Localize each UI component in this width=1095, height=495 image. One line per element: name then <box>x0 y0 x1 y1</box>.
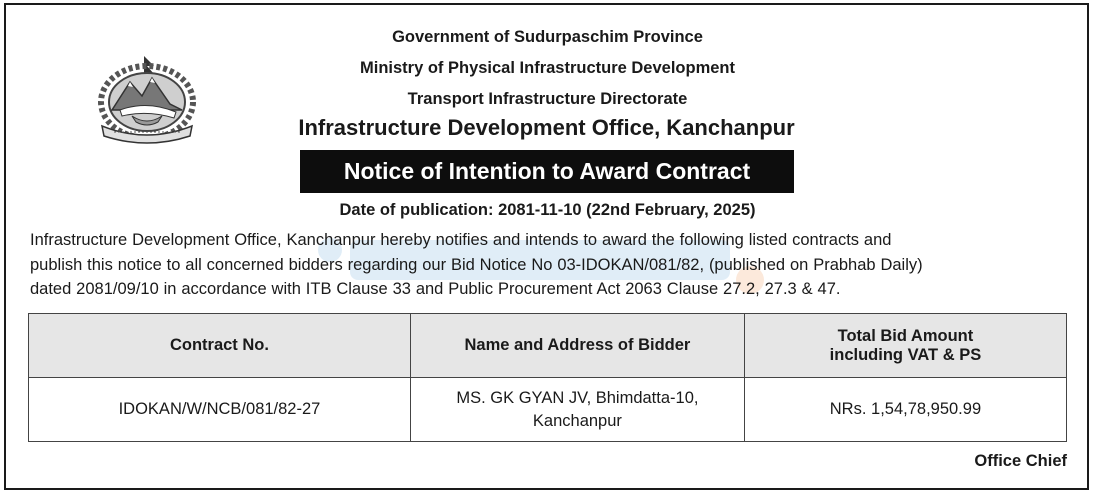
government-name: Government of Sudurpaschim Province <box>392 28 703 46</box>
cell-contract-no: IDOKAN/W/NCB/081/82-27 <box>29 378 411 442</box>
header-bidder: Name and Address of Bidder <box>410 314 744 378</box>
signature-office-chief: Office Chief <box>974 452 1067 470</box>
ministry-name: Ministry of Physical Infrastructure Development <box>359 59 735 77</box>
notice-body-line-3: dated 2081/09/10 in accordance with ITB Clause 33 and Public Procurement Act 2063 Clause 27.2, 27.3 & 47. <box>30 280 841 298</box>
award-table-header-row <box>29 314 1067 378</box>
cell-bidder-line-1: MS. GK GYAN JV, Bhimdatta-10, <box>456 388 699 407</box>
directorate-name: Transport Infrastructure Directorate <box>407 90 688 108</box>
cell-amount: NRs. 1,54,78,950.99 <box>744 378 1066 442</box>
header-contract-no: Contract No. <box>29 314 411 378</box>
publication-date: Date of publication: 2081-11-10 (22nd February, 2025) <box>339 201 756 219</box>
award-table <box>28 313 1067 442</box>
header-amount <box>744 314 1066 378</box>
table-row <box>29 378 1067 442</box>
header-amount-line-1: Total Bid Amount <box>837 326 974 345</box>
cell-bidder <box>410 378 744 442</box>
notice-body <box>30 228 1066 302</box>
notice-body-line-1: Infrastructure Development Office, Kanchanpur hereby notifies and intends to award the following listed contracts and <box>30 231 892 249</box>
cell-bidder-line-2: Kanchanpur <box>532 411 622 430</box>
office-name: Infrastructure Development Office, Kanchanpur <box>298 115 795 140</box>
notice-title: Notice of Intention to Award Contract <box>300 150 794 193</box>
notice-body-line-2: publish this notice to all concerned bidders regarding our Bid Notice No 03-IDOKAN/081/82, (published on Prabhab Daily) <box>30 255 923 274</box>
header-amount-line-2: including VAT & PS <box>829 345 982 364</box>
